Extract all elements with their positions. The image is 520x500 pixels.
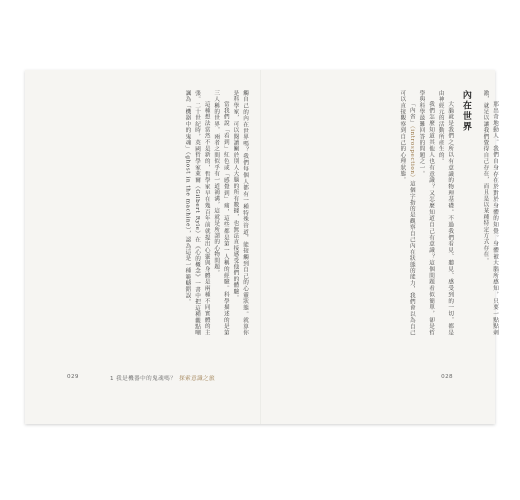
- left-page-number: 029: [67, 374, 79, 380]
- right-page-body: [287, 90, 499, 336]
- running-head-subtitle: 探索意識之旅: [179, 376, 216, 382]
- term-english: （introspection）: [408, 126, 415, 181]
- body-paragraph: 這種想法當然不是新的，哲學家早在幾百年前就提出心靈與身體是兩種不同實體的主張。二十世紀時，英國哲學家萊爾（Gilbert Ryle）在《心的概念》一書中把這種觀點嘲諷為「機器中的鬼魂」（ghost in the machine），認為這是一種範疇錯誤。: [184, 90, 210, 336]
- book-spread: [25, 70, 498, 424]
- body-paragraph: 我們怎麼知道其他人也有意識？又怎麼知道自己有意識？這個問題看似簡單，卻是哲學與科學最難回答的問題之一。: [418, 90, 435, 336]
- section-heading: 內在世界: [460, 90, 471, 132]
- body-paragraph: 當我們說「看到」紅色或「感覺到」痛，這些都是第一人稱的經驗。科學描述的是第三人稱的世界，兩者之間似乎有一道鴻溝，這就是所謂的心物問題。: [213, 90, 229, 336]
- intro-paragraph: 那出奇地動人。我們自身存在於對於身體的知覺。身體被大腦所感知，只要一點點刺激，就足以讓我們覺得自己存在，而且是以某種特定方式存在。: [482, 90, 498, 336]
- right-page-number: 028: [441, 374, 453, 380]
- left-page-body: [53, 90, 249, 336]
- term-paragraph: [397, 90, 416, 336]
- running-head-title: 1 我是機器中的鬼魂嗎？: [110, 376, 177, 382]
- page-gutter: [260, 70, 261, 424]
- term-intro: 「內省」: [408, 101, 415, 126]
- term-rest: 這個字指的是觀察自己內在狀態的能力，我們會以為自己可以直接觀察到自己的心理狀態。: [399, 90, 415, 336]
- body-paragraph: 大腦就是我們之所以有意識的物理基礎。不過我們看見、聽見、感受到的一切，都是由神經元的活動所產生的。: [437, 90, 454, 336]
- body-paragraph: 觸自己的內在世界嗎？我們每個人都有一種特殊管道，能接觸到自己的心靈狀態。就算你是科學家，可以閱讀關於別人大腦的所有數據，也無法直接感受他們的體驗。: [232, 90, 248, 336]
- running-head: [110, 374, 215, 382]
